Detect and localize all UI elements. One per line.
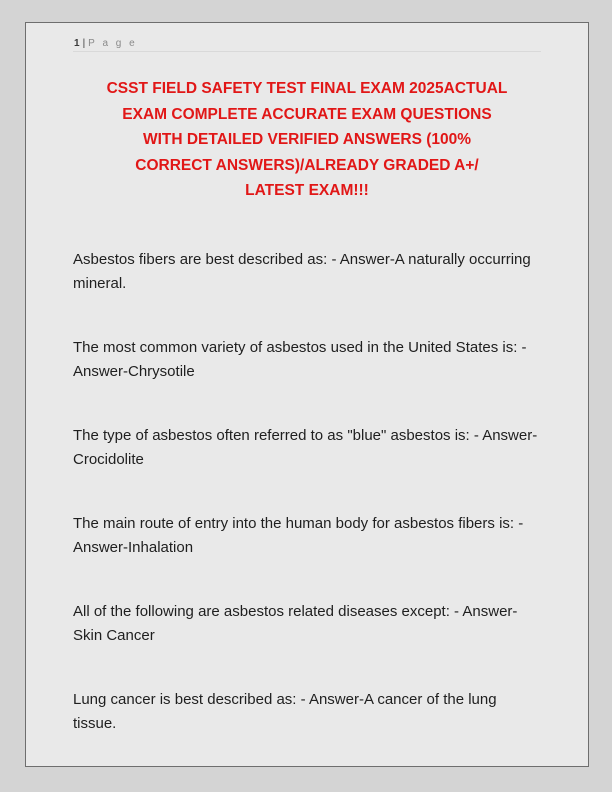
page-number: 1 — [74, 38, 81, 49]
qa-paragraph: The main route of entry into the human body for asbestos fibers is: - Answer-Inhalation — [73, 514, 524, 556]
exam-title-line: CSST FIELD SAFETY TEST FINAL EXAM 2025ACTUAL — [106, 80, 508, 97]
header-separator: | — [82, 38, 86, 49]
qa-paragraph: All of the following are asbestos related diseases except: - Answer-Skin Cancer — [73, 602, 518, 644]
exam-title-line: EXAM COMPLETE ACCURATE EXAM QUESTIONS — [122, 105, 492, 123]
qa-paragraph: Lung cancer is best described as: - Answer-A cancer of the lung tissue. — [73, 690, 497, 732]
qa-paragraph: Asbestos fibers are best described as: - Answer-A naturally occurring mineral. — [73, 250, 531, 292]
page-header — [73, 37, 541, 51]
qa-paragraph: The type of asbestos often referred to as "blue" asbestos is: - Answer-Crocidolite — [73, 426, 538, 468]
qa-paragraph: The most common variety of asbestos used in the United States is: - Answer-Chrysotile — [73, 338, 527, 380]
exam-title — [73, 76, 541, 204]
page-label: P a g e — [88, 38, 138, 49]
exam-title-line: LATEST EXAM!!! — [245, 182, 369, 199]
document-page — [25, 22, 589, 767]
document-body — [73, 248, 541, 736]
header-divider — [73, 51, 541, 52]
exam-title-line: WITH DETAILED VERIFIED ANSWERS (100% — [142, 131, 472, 148]
exam-title-line: CORRECT ANSWERS)/ALREADY GRADED A+/ — [135, 156, 479, 174]
